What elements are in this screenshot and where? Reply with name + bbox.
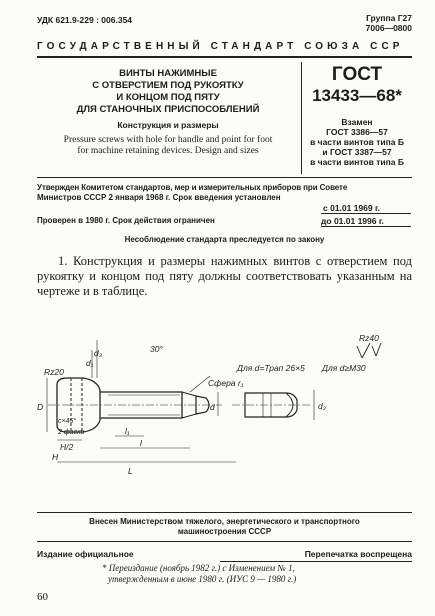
label-sphere: Сфера r₁ (208, 378, 244, 388)
ministry-line-2: машиностроения СССР (177, 527, 272, 536)
dim-l: l (140, 438, 142, 448)
edition-official: Издание официальное (37, 549, 134, 559)
standard-title: ГОСУДАРСТВЕННЫЙ СТАНДАРТ СОЮЗА ССР (37, 41, 404, 52)
reprint-notice: Перепечатка воспрещена (304, 549, 412, 559)
dim-H2: H/2 (60, 442, 74, 452)
group-code: 7006—0800 (365, 23, 412, 33)
replaces-line-1: ГОСТ 3386—57 (326, 127, 388, 137)
ministry-line-1: Внесен Министерством тяжелого, энергетического и транспортного (89, 517, 360, 526)
title-line-2: С ОТВЕРСТИЕМ ПОД РУКОЯТКУ (92, 80, 244, 91)
label-m30: Для d≥M30 (322, 363, 366, 373)
body-paragraph: 1. Конструкция и размеры нажимных винтов с отверстием под рукоятку и концом под пяту должны соответствовать указанным на чертеже и в таблице. (37, 254, 412, 298)
gost-label: ГОСТ (331, 64, 383, 85)
label-two-chamfers: 2 фаски (58, 429, 85, 436)
approval-date-2: до 01.01 1996 г. (321, 216, 384, 226)
dim-H: H (52, 452, 59, 462)
gost-number: 13433—68* (312, 86, 402, 105)
footer-rule-mid (37, 541, 412, 542)
title-subtitle: Конструкция и размеры (117, 120, 219, 130)
footnote-block (102, 563, 422, 585)
title-line-3: И КОНЦОМ ПОД ПЯТУ (116, 92, 220, 103)
roughness-left-label: Rz20 (44, 367, 64, 377)
dim-l1: l₁ (125, 426, 130, 436)
replaces-line-3: и ГОСТ 3387—57 (322, 147, 392, 157)
dim-D: D (37, 402, 44, 412)
dim-d2: d₂ (318, 401, 326, 411)
title-en-line-1: Pressure screws with hole for handle and point for foot (63, 135, 273, 145)
roughness-main-label: Rz40 (359, 333, 379, 343)
footnote-line-1: * Переиздание (ноябрь 1982 г.) с Изменением № 1, (102, 563, 295, 573)
page-number: 60 (37, 591, 48, 603)
dim-d3: d₃ (94, 348, 103, 358)
approval-line-1: Утвержден Комитетом стандартов, мер и измерительных приборов при Совете (37, 183, 348, 192)
title-en-line-2: for machine retaining devices. Design and sizes (77, 146, 259, 156)
label-angle: 30° (150, 344, 163, 354)
dim-d: d (210, 402, 215, 412)
udk-code: УДК 621.9-229 : 006.354 (37, 15, 133, 25)
approval-line-3: Проверен в 1980 г. Срок действия ограничен (37, 216, 215, 225)
end-view (232, 390, 314, 420)
group-label: Группа Г27 (366, 13, 412, 23)
footer-rule-top (37, 512, 412, 513)
footnote-line-2: утвержденным в июне 1980 г. (ИУС 9 — 1980 г.) (108, 574, 297, 584)
footer-rule-note (220, 561, 412, 562)
law-notice: Несоблюдение стандарта преследуется по закону (124, 235, 325, 244)
dim-d1: d₁ (86, 358, 94, 368)
approval-line-2: Министров СССР 2 января 1968 г. Срок введения установлен (37, 193, 281, 202)
roughness-symbol (357, 343, 381, 358)
title-line-4: ДЛЯ СТАНОЧНЫХ ПРИСПОСОБЛЕНИЙ (76, 104, 260, 115)
replaces-label: Взамен (341, 117, 373, 127)
replaces-line-4: в части винтов типа Б (310, 157, 404, 167)
replaces-line-2: в части винтов типа Б (310, 137, 404, 147)
dim-L: L (128, 466, 133, 476)
approval-date-1: с 01.01 1969 г. (323, 203, 381, 213)
label-chamfer: c×45° (58, 418, 77, 425)
title-line-1: ВИНТЫ НАЖИМНЫЕ (119, 68, 217, 79)
label-trap: Для d=Трап 26×5 (237, 363, 305, 373)
ministry-block (37, 517, 412, 537)
